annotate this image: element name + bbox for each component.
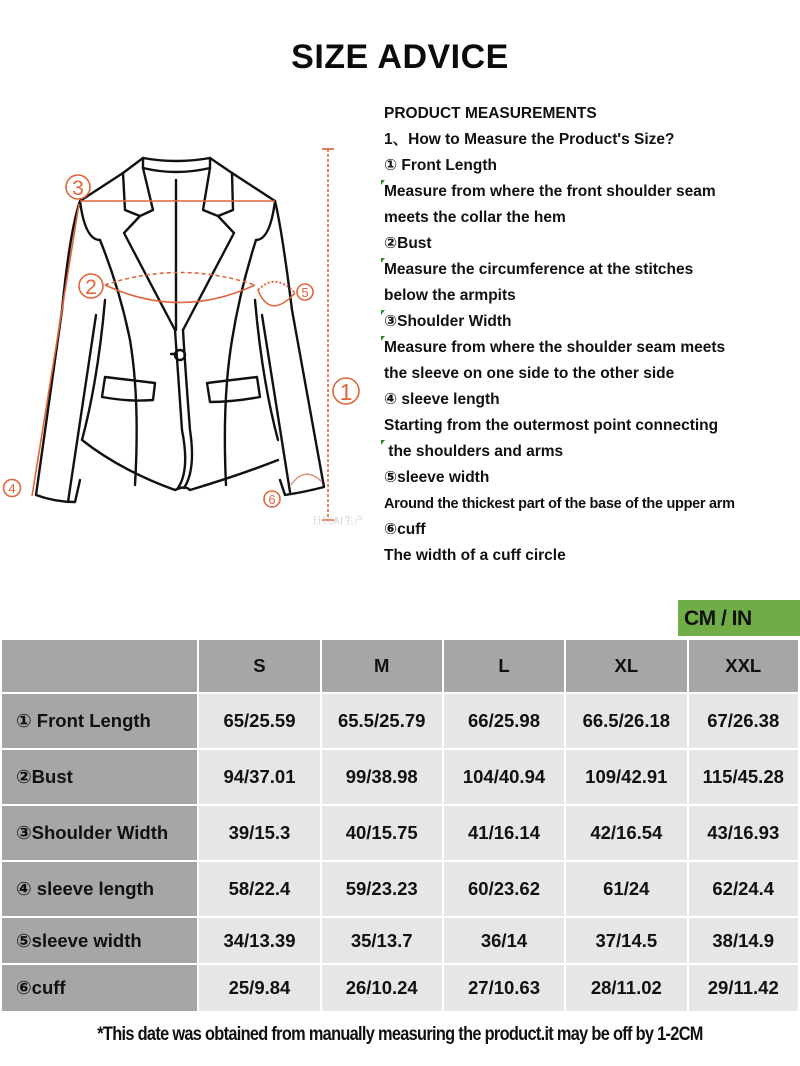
table-cell: 60/23.62 [443,861,565,917]
marker-1: 1 [339,379,353,405]
jacket-illustration [0,140,380,540]
table-cell: 42/16.54 [565,805,687,861]
green-tick-icon [381,180,385,185]
column-header [1,639,198,693]
table-cell: 104/40.94 [443,749,565,805]
table-cell: 39/15.3 [198,805,320,861]
item-desc: Around the thickest part of the base of the upper arm [384,496,735,512]
watermark: 日回AI生产 [312,516,365,527]
marker-6: 6 [268,492,276,507]
table-cell: 66.5/26.18 [565,693,687,749]
table-cell: 65.5/25.79 [321,693,443,749]
footnote: *This date was obtained from manually measuring the product.it may be off by 1-2CM [97,1024,703,1045]
row-label: ②Bust [1,749,198,805]
row-label: ① Front Length [1,693,198,749]
section-question: 1、How to Measure the Product's Size? [384,131,675,148]
table-cell: 40/15.75 [321,805,443,861]
table-row [1,964,799,1012]
item-desc: Measure the circumference at the stitches [384,261,694,278]
table-cell: 37/14.5 [565,917,687,964]
size-table [0,638,800,1013]
marker-5: 5 [301,285,309,300]
table-row [1,749,799,805]
item-desc: the shoulders and arms [384,443,564,460]
column-header-l: L [443,639,565,693]
unit-tag: CM / IN [678,600,800,636]
marker-3: 3 [72,177,84,200]
row-label: ⑥cuff [1,964,198,1012]
row-label: ③Shoulder Width [1,805,198,861]
table-cell: 38/14.9 [688,917,800,964]
item-title-sleeve-width: ⑤sleeve width [384,469,490,486]
table-cell: 27/10.63 [443,964,565,1012]
green-tick-icon [381,310,385,315]
table-cell: 109/42.91 [565,749,687,805]
marker-4: 4 [8,481,16,496]
table-cell: 34/13.39 [198,917,320,964]
item-title-cuff: ⑥cuff [384,521,426,538]
table-cell: 43/16.93 [688,805,800,861]
table-cell: 59/23.23 [321,861,443,917]
table-cell: 36/14 [443,917,565,964]
table-row [1,917,799,964]
column-header-xl: XL [565,639,687,693]
item-desc: meets the collar the hem [384,209,566,226]
green-tick-icon [381,336,385,341]
item-title-shoulder-width: ③Shoulder Width [384,313,512,330]
table-header-row [1,639,799,693]
section-heading: PRODUCT MEASUREMENTS [384,105,597,122]
marker-2: 2 [85,276,97,299]
table-cell: 94/37.01 [198,749,320,805]
table-cell: 26/10.24 [321,964,443,1012]
table-cell: 61/24 [565,861,687,917]
green-tick-icon [381,258,385,263]
row-label: ⑤sleeve width [1,917,198,964]
item-desc: the sleeve on one side to the other side [384,365,675,382]
item-desc: Measure from where the shoulder seam meets [384,339,726,356]
page-title: SIZE ADVICE [291,38,509,76]
item-desc: Starting from the outermost point connecting [384,417,719,434]
measurement-instructions [384,103,796,571]
column-header-s: S [198,639,320,693]
table-cell: 115/45.28 [688,749,800,805]
table-cell: 41/16.14 [443,805,565,861]
table-cell: 62/24.4 [688,861,800,917]
table-cell: 29/11.42 [688,964,800,1012]
table-cell: 67/26.38 [688,693,800,749]
item-title-front-length: ① Front Length [384,157,497,174]
item-desc: The width of a cuff circle [384,547,566,564]
table-cell: 35/13.7 [321,917,443,964]
item-title-sleeve-length: ④ sleeve length [384,391,500,408]
column-header-m: M [321,639,443,693]
table-cell: 58/22.4 [198,861,320,917]
column-header-xxl: XXL [688,639,800,693]
row-label: ④ sleeve length [1,861,198,917]
table-cell: 66/25.98 [443,693,565,749]
table-cell: 99/38.98 [321,749,443,805]
table-row [1,861,799,917]
item-desc: Measure from where the front shoulder seam [384,183,716,200]
table-row [1,805,799,861]
green-tick-icon [381,440,385,445]
item-desc: below the armpits [384,287,516,304]
item-title-bust: ②Bust [384,235,432,252]
table-cell: 65/25.59 [198,693,320,749]
table-cell: 28/11.02 [565,964,687,1012]
table-cell: 25/9.84 [198,964,320,1012]
table-row [1,693,799,749]
